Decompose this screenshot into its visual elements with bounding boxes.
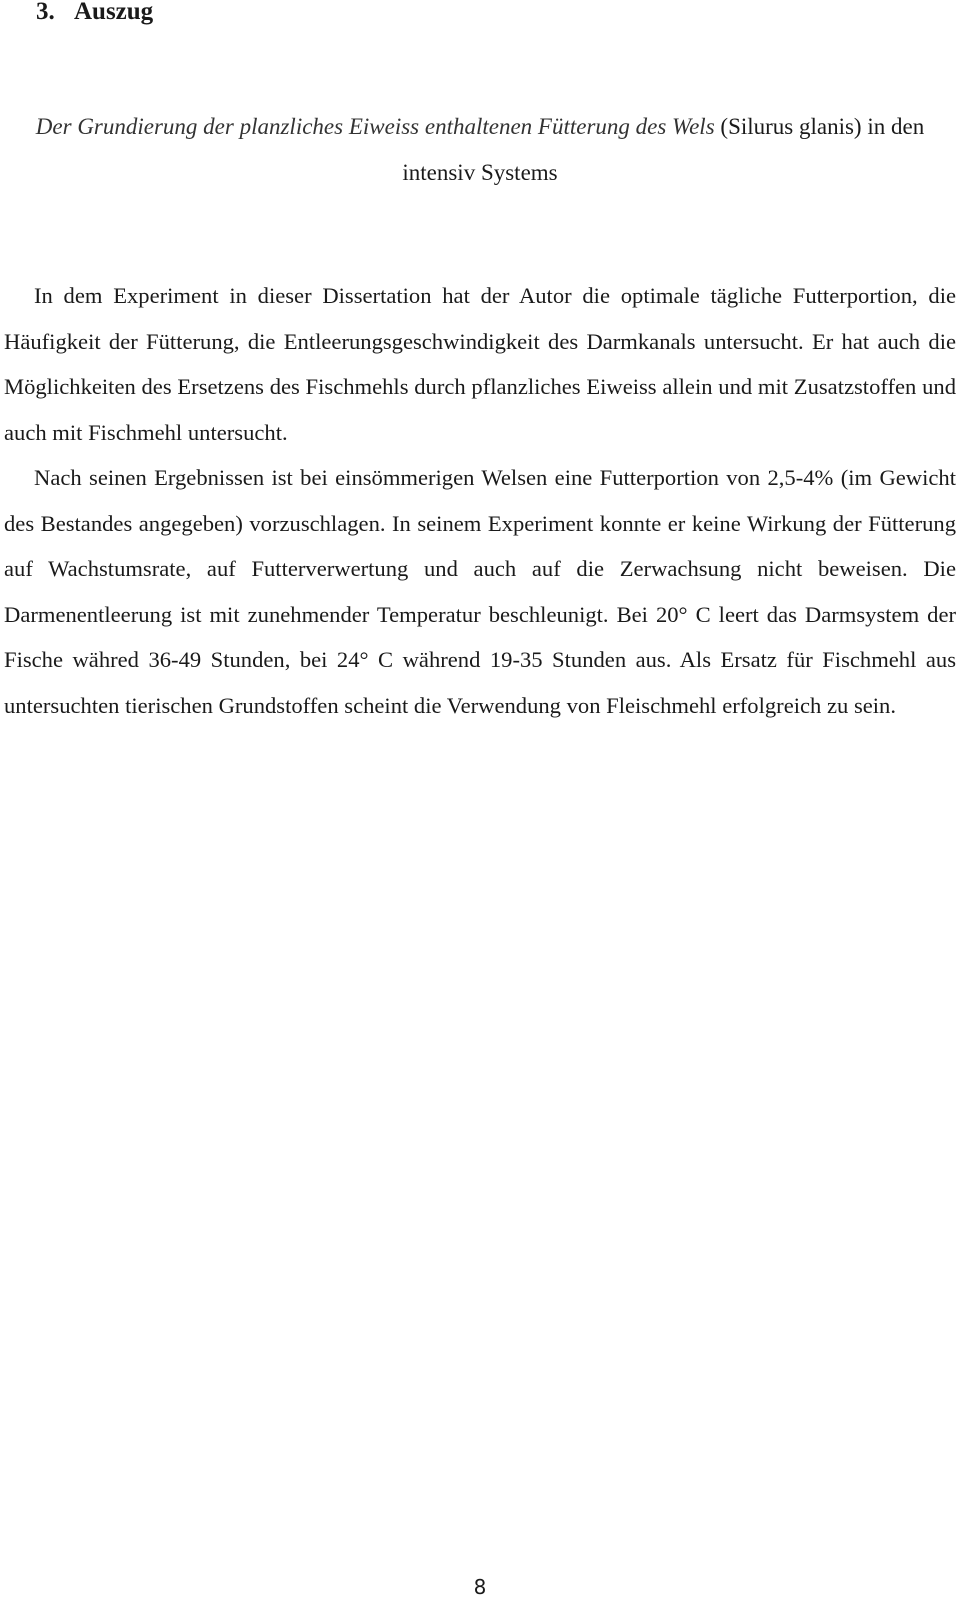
- abstract-paragraph-2: Nach seinen Ergebnissen ist bei einsömmerigen Welsen eine Futterportion von 2,5-4% (im Gewicht des Bestandes angegeben) vorzuschlagen. In seinem Experiment konnte er keine Wirkung der Fütterung auf Wachstumsrate, auf Futterverwertung und auch auf die Zerwachsung nicht beweisen. Die Darmenentleerung ist mit zunehmender Temperatur beschleunigt. Bei 20° C leert das Darmsystem der Fische währed 36-49 Stunden, bei 24° C während 19-35 Stunden aus. Als Ersatz für Fischmehl aus untersuchten tierischen Grundstoffen scheint die Verwendung von Fleischmehl erfolgreich zu sein.: [4, 465, 956, 718]
- page-number: 8: [473, 1575, 487, 1599]
- section-title: Auszug: [74, 0, 154, 25]
- thesis-title-italic: Der Grundierung der planzliches Eiweiss enthaltenen Fütterung des Wels: [35, 114, 715, 139]
- abstract-paragraph-1: In dem Experiment in dieser Dissertation hat der Autor die optimale tägliche Futterportion, die Häufigkeit der Fütterung, die Entleerungsgeschwindigkeit des Darmkanals untersucht. Er hat auch die Möglichkeiten des Ersetzens des Fischmehls durch pflanzliches Eiweiss allein und mit Zusatzstoffen und auch mit Fischmehl untersucht.: [4, 283, 956, 445]
- thesis-title: [4, 104, 956, 196]
- thesis-title-plain: (Silurus glanis) in den intensiv Systems: [402, 114, 925, 185]
- section-number: 3.: [36, 0, 55, 25]
- section-heading: [36, 0, 153, 30]
- abstract-body: [4, 273, 956, 728]
